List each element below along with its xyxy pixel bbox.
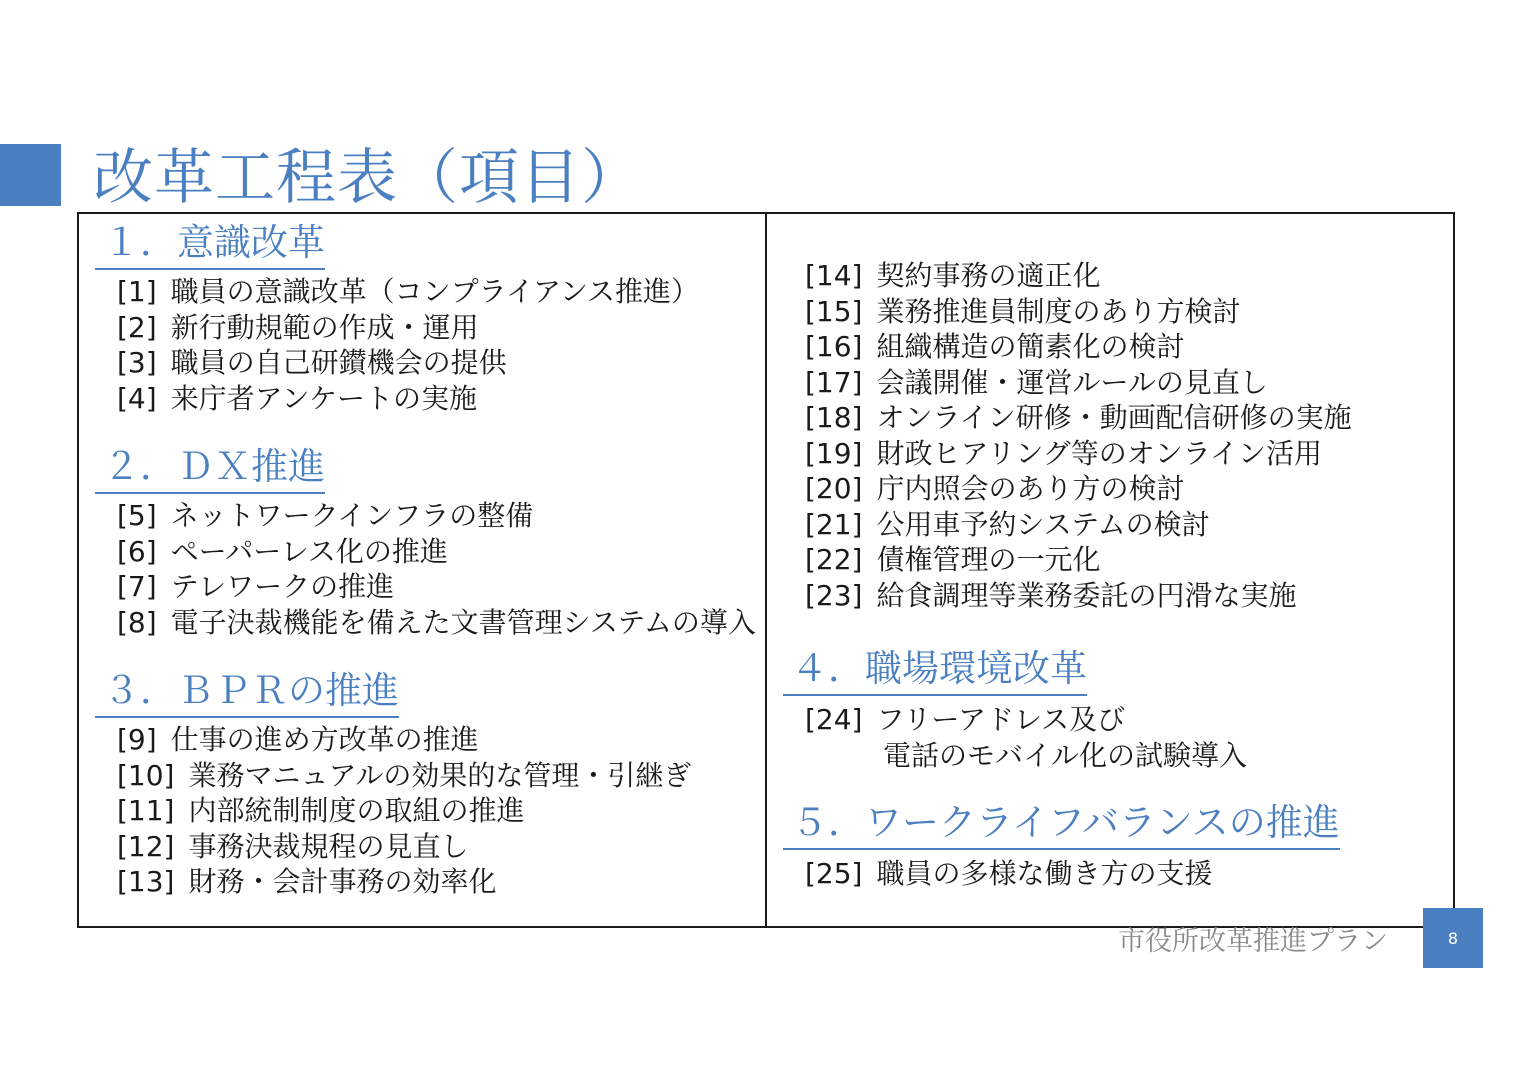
item-number: [6] [117, 534, 157, 568]
list-item [95, 829, 691, 865]
column-divider [765, 214, 767, 926]
item-text: 公用車予約システムの検討 [876, 507, 1210, 541]
item-text: 財政ヒアリング等のオンライン活用 [876, 436, 1322, 470]
item-number: [4] [117, 381, 157, 415]
item-number: [10] [117, 758, 175, 792]
item-number: [9] [117, 723, 157, 756]
footer-plan-name: 市役所改革推進プラン [1118, 926, 1388, 957]
item-number: [11] [117, 794, 175, 827]
item-text: テレワークの推進 [170, 570, 395, 603]
page-number-badge: 8 [1423, 908, 1483, 968]
list-item [783, 329, 1352, 365]
list-item [783, 856, 1340, 892]
list-item [783, 471, 1352, 507]
item-number: [22] [805, 543, 863, 576]
item-number: [3] [117, 346, 157, 379]
list-item [95, 793, 691, 829]
list-item [783, 507, 1352, 543]
item-text: 契約事務の適正化 [876, 259, 1101, 292]
list-item [783, 436, 1352, 472]
list-item [783, 578, 1352, 614]
list-item [95, 722, 691, 758]
section-heading: ５．ワークライフバランスの推進 [783, 798, 1340, 850]
section-awareness-reform [95, 218, 699, 416]
item-number: [21] [805, 507, 863, 541]
item-list-bpr-continued [783, 258, 1352, 613]
item-number: [23] [805, 578, 863, 612]
title-accent-block [0, 144, 61, 206]
item-number: [12] [117, 829, 175, 863]
list-item [95, 381, 699, 417]
list-item [95, 864, 691, 900]
list-item [783, 400, 1352, 436]
list-item [95, 274, 699, 310]
item-number: [16] [805, 330, 863, 363]
item-number: [20] [805, 472, 863, 505]
item-number: [14] [805, 259, 863, 292]
section-workplace-reform [783, 644, 1247, 773]
item-text: 新行動規範の作成・運用 [170, 310, 479, 344]
item-text: 業務推進員制度のあり方検討 [876, 294, 1241, 328]
item-number: [2] [117, 310, 157, 344]
list-item [783, 702, 1247, 773]
section-work-life-balance [783, 798, 1340, 892]
item-text: オンライン研修・動画配信研修の実施 [876, 401, 1352, 434]
section-dx-promotion [95, 442, 756, 640]
item-number: [24] [805, 703, 863, 736]
item-text: ネットワークインフラの整備 [170, 499, 534, 532]
item-text: 電子決裁機能を備えた文書管理システムの導入 [170, 605, 756, 639]
item-number: [19] [805, 436, 863, 470]
item-text: 会議開催・運営ルールの見直し [876, 365, 1268, 399]
item-text: 来庁者アンケートの実施 [170, 381, 477, 415]
item-number: [5] [117, 499, 157, 532]
item-text: 庁内照会のあり方の検討 [876, 472, 1185, 505]
item-text: ペーパーレス化の推進 [170, 534, 448, 568]
item-text: フリーアドレス及び [876, 703, 1126, 736]
page-title: 改革工程表（項目） [93, 143, 642, 213]
item-text: 事務決裁規程の見直し [188, 829, 469, 863]
section-heading: ４．職場環境改革 [783, 644, 1087, 696]
item-number: [25] [805, 857, 863, 890]
item-text: 組織構造の簡素化の検討 [876, 330, 1185, 363]
list-item [95, 605, 756, 641]
list-item [783, 294, 1352, 330]
item-text: 給食調理等業務委託の円滑な実施 [876, 578, 1297, 612]
item-number: [8] [117, 605, 157, 639]
item-text: 業務マニュアルの効果的な管理・引継ぎ [188, 758, 692, 792]
item-number: [13] [117, 865, 175, 898]
item-list [95, 498, 756, 640]
item-number: [15] [805, 294, 863, 328]
section-heading: １．意識改革 [95, 218, 325, 270]
list-item [95, 534, 756, 570]
section-heading: ３．ＢＰＲの推進 [95, 666, 399, 718]
list-item [783, 365, 1352, 401]
list-item [95, 498, 756, 534]
list-item [95, 758, 691, 794]
item-list [95, 274, 699, 416]
list-item [95, 569, 756, 605]
item-number: [17] [805, 365, 863, 399]
item-number: [7] [117, 570, 157, 603]
item-number: [1] [117, 275, 157, 308]
item-text: 仕事の進め方改革の推進 [170, 723, 479, 756]
item-list [783, 702, 1247, 773]
item-text: 職員の自己研鑚機会の提供 [170, 346, 507, 379]
item-number: [18] [805, 401, 863, 434]
item-text: 財務・会計事務の効率化 [188, 865, 497, 898]
item-text: 職員の多様な働き方の支援 [876, 857, 1213, 890]
content-frame [77, 212, 1455, 928]
list-item [95, 310, 699, 346]
item-text-continuation: 電話のモバイル化の試験導入 [883, 738, 1248, 772]
list-item [783, 542, 1352, 578]
item-text: 債権管理の一元化 [876, 543, 1101, 576]
item-list [783, 856, 1340, 892]
list-item [95, 345, 699, 381]
item-text: 職員の意識改革（コンプライアンス推進） [170, 275, 700, 308]
list-item [783, 258, 1352, 294]
section-bpr-promotion [95, 666, 691, 900]
section-heading: ２．ＤＸ推進 [95, 442, 325, 494]
item-list [95, 722, 691, 900]
item-text: 内部統制制度の取組の推進 [188, 794, 525, 827]
